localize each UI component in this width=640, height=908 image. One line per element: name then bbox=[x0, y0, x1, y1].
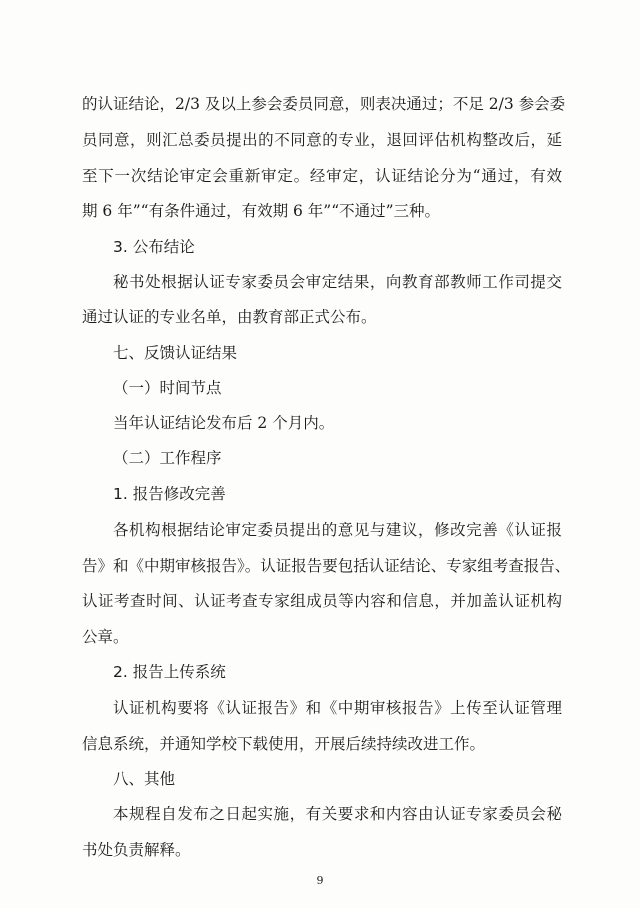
paragraph-line: 公章。 bbox=[82, 628, 129, 646]
paragraph-line: 的认证结论，2/3 及以上参会委员同意，则表决通过；不足 2/3 参会委 bbox=[82, 95, 566, 113]
paragraph-line: 认证考查时间、认证考查专家组成员等内容和信息，并加盖认证机构 bbox=[82, 592, 562, 610]
paragraph-line: 信息系统，并通知学校下载使用，开展后续持续改进工作。 bbox=[82, 735, 486, 753]
subsection-heading: 3. 公布结论 bbox=[113, 238, 195, 256]
paragraph-line: 期 6 年”“有条件通过，有效期 6 年”“不通过”三种。 bbox=[82, 202, 441, 220]
subsection-heading: （一）时间节点 bbox=[113, 379, 222, 397]
paragraph-line: 秘书处根据认证专家委员会审定结果，向教育部教师工作司提交 bbox=[113, 273, 562, 291]
page-number: 9 bbox=[316, 874, 324, 887]
paragraph-line: 通过认证的专业名单，由教育部正式公布。 bbox=[82, 308, 377, 326]
paragraph-line: 告》和《中期审核报告》。认证报告要包括认证结论、专家组考查报告、 bbox=[82, 557, 571, 575]
paragraph-line: 认证机构要将《认证报告》和《中期审核报告》上传至认证管理 bbox=[113, 699, 562, 717]
paragraph-line: 当年认证结论发布后 2 个月内。 bbox=[113, 414, 335, 432]
paragraph-line: 书处负责解释。 bbox=[82, 841, 191, 859]
subsection-heading: 2. 报告上传系统 bbox=[113, 663, 226, 681]
section-heading: 八、其他 bbox=[113, 770, 176, 788]
paragraph-line: 各机构根据结论审定委员提出的意见与建议，修改完善《认证报 bbox=[113, 521, 562, 539]
paragraph-line: 至下一次结论审定会重新审定。经审定，认证结论分为“通过，有效 bbox=[82, 167, 562, 185]
subsection-heading: （二）工作程序 bbox=[113, 449, 222, 467]
section-heading: 七、反馈认证结果 bbox=[113, 344, 238, 362]
subsection-heading: 1. 报告修改完善 bbox=[113, 485, 226, 503]
paragraph-line: 本规程自发布之日起实施，有关要求和内容由认证专家委员会秘 bbox=[113, 805, 562, 823]
paragraph-line: 员同意，则汇总委员提出的不同意的专业，退回评估机构整改后，延 bbox=[82, 131, 562, 149]
